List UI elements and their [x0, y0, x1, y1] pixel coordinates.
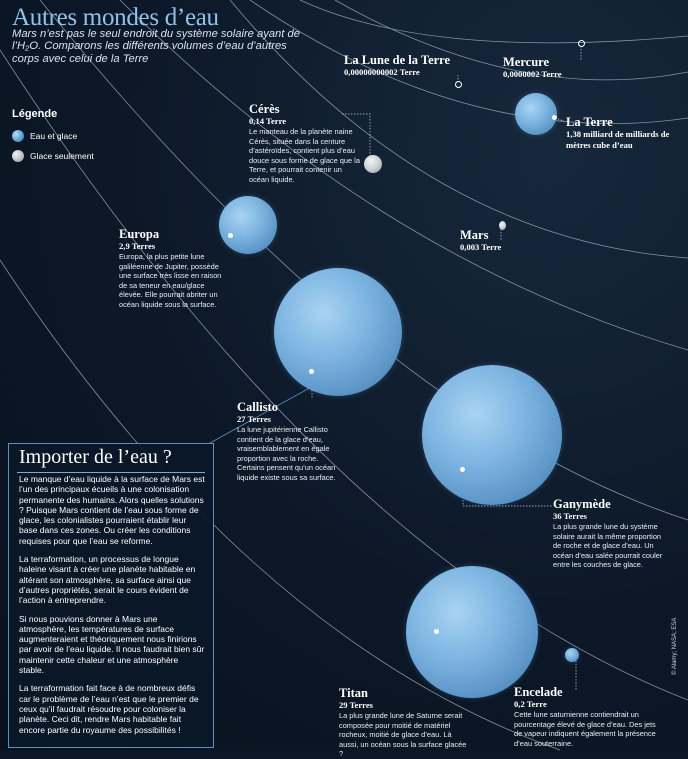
legend-label-ice: Glace seulement	[30, 151, 94, 161]
page-subtitle: Mars n’est pas le seul endroit du système solaire ayant de l’H₂O. Comparons les différents volumes d’eau d’autres corps avec celui de la Terre	[12, 28, 300, 65]
titan-value: 29 Terres	[339, 700, 373, 710]
callisto-label	[237, 400, 345, 482]
mercury-value: 0,0000002 Terre	[503, 69, 562, 79]
moon-label	[344, 53, 450, 78]
box-title: Importer de l’eau ?	[19, 446, 172, 468]
earth-value: 1,38 milliard de milliards de mètres cube d’eau	[566, 129, 670, 150]
ceres-label	[249, 102, 361, 184]
legend-item-ice	[12, 150, 94, 162]
ganymede-sphere	[422, 365, 562, 505]
legend-label-water: Eau et glace	[30, 131, 78, 141]
europa-sphere	[219, 196, 277, 254]
mars-value: 0,003 Terre	[460, 242, 502, 252]
earth-label	[566, 115, 676, 151]
box-body	[19, 474, 205, 743]
moon-name: La Lune de la Terre	[344, 53, 451, 67]
ceres-desc: Le manteau de la planète naine Cérès, située dans la centure d’astéroïdes, contient plus d’eau douce sous forme de glace que la Terre, et pourrait contenir un océan liquide.	[249, 127, 360, 184]
image-credit: © Alamy; NASA; ESA	[672, 617, 678, 675]
mars-name: Mars	[460, 228, 489, 242]
legend-item-water	[12, 130, 77, 142]
ganymede-name: Ganymède	[553, 497, 611, 511]
titan-label	[339, 686, 471, 759]
titan-name: Titan	[339, 686, 368, 700]
box-paragraph: La terraformation fait face à de nombreux défis car le problème de l’eau n’est que le premier de ceux qu’il faudrait résoudre pour coloniser la planète. Ceci dit, rendre Mars habitable fait encore partie du royaume des possibilités !	[19, 683, 199, 735]
earth-sphere	[515, 93, 557, 135]
callisto-value: 27 Terres	[237, 414, 271, 424]
europa-name: Europa	[119, 227, 160, 241]
titan-desc: La plus grande lune de Saturne serait composée pour moitié de matériel rocheux, moitié de glace d’eau. Là aussi, un océan sous la surface glacée ?	[339, 711, 467, 758]
callisto-marker	[309, 369, 314, 374]
mercury-marker	[578, 40, 585, 47]
enceladus-desc: Cette lune saturnienne contiendrait un pourcentage élevé de glace d’eau. Des jets de vapeur indiquent également la présence d’eau souterraine.	[514, 710, 656, 748]
earth-name: La Terre	[566, 115, 613, 129]
box-paragraph: Si nous pouvions donner à Mars une atmosphère, les températures de surface augmenteraient et théoriquement nous finirions par avoir de l’eau liquide. Il nous faudrait bien sûr maintenir cette chaleur et une atmosphère stable.	[19, 613, 205, 676]
ceres-name: Cérès	[249, 102, 280, 116]
import-water-box	[8, 443, 214, 748]
callisto-sphere	[274, 268, 402, 396]
legend-title: Légende	[12, 108, 58, 120]
earth-marker	[552, 115, 557, 120]
ganymede-marker	[460, 467, 465, 472]
box-paragraph: Le manque d’eau liquide à la surface de Mars est l’un des principaux écueils à une colonisation permanente des humains. Alors quelles solutions ? Puisque Mars contient de l’eau sous forme de glace, les colonialistes pourraient établir leur base dans ces zones. Ou créer les conditions requises pour que l’eau se reforme.	[19, 474, 205, 546]
titan-sphere	[406, 566, 538, 698]
moon-value: 0,00000000002 Terre	[344, 67, 420, 77]
enceladus-sphere	[565, 648, 579, 662]
europa-label	[119, 227, 224, 309]
box-paragraph: La terraformation, un processus de longue haleine visant à créer une planète habitable en altérant son atmosphère, sa surface ainsi que d’autres propriétés, serait le cours évident de l’action à entreprendre.	[19, 554, 196, 606]
enceladus-name: Encelade	[514, 685, 563, 699]
ceres-sphere	[364, 155, 382, 173]
callisto-name: Callisto	[237, 400, 278, 414]
ice-only-dot-icon	[12, 150, 24, 162]
europa-desc: Europa, la plus petite lune galiléenne de Jupiter, possède une surface très lisse en raison de sa teneur en eau/glace élevée. Elle pourrait abriter un océan liquide sous la surface.	[119, 252, 222, 309]
mars-label	[460, 228, 501, 253]
europa-value: 2,9 Terres	[119, 241, 156, 251]
mercury-label	[503, 55, 562, 80]
ganymede-value: 36 Terres	[553, 511, 587, 521]
titan-marker	[434, 629, 439, 634]
moon-marker	[455, 81, 462, 88]
ceres-value: 0,14 Terre	[249, 116, 287, 126]
enceladus-label	[514, 685, 656, 748]
europa-marker	[228, 233, 233, 238]
mercury-name: Mercure	[503, 55, 550, 69]
box-divider	[17, 472, 205, 473]
ganymede-desc: La plus grande lune du système solaire aurait la même proportion de roche et de glace d’eau. Un océan d’eau salée pourrait couler entre les couches de glace.	[553, 522, 663, 569]
orbit-moon	[300, 0, 688, 43]
page-title: Autres mondes d’eau	[12, 4, 219, 31]
callisto-desc: La lune jupitérienne Callisto contient de la glace d’eau, vraisemblablement en égale proportion avec la roche. Certains pensent qu’un océan liquide existe sous sa surface.	[237, 425, 336, 482]
ganymede-label	[553, 497, 665, 570]
enceladus-value: 0,2 Terre	[514, 699, 547, 709]
water-ice-dot-icon	[12, 130, 24, 142]
